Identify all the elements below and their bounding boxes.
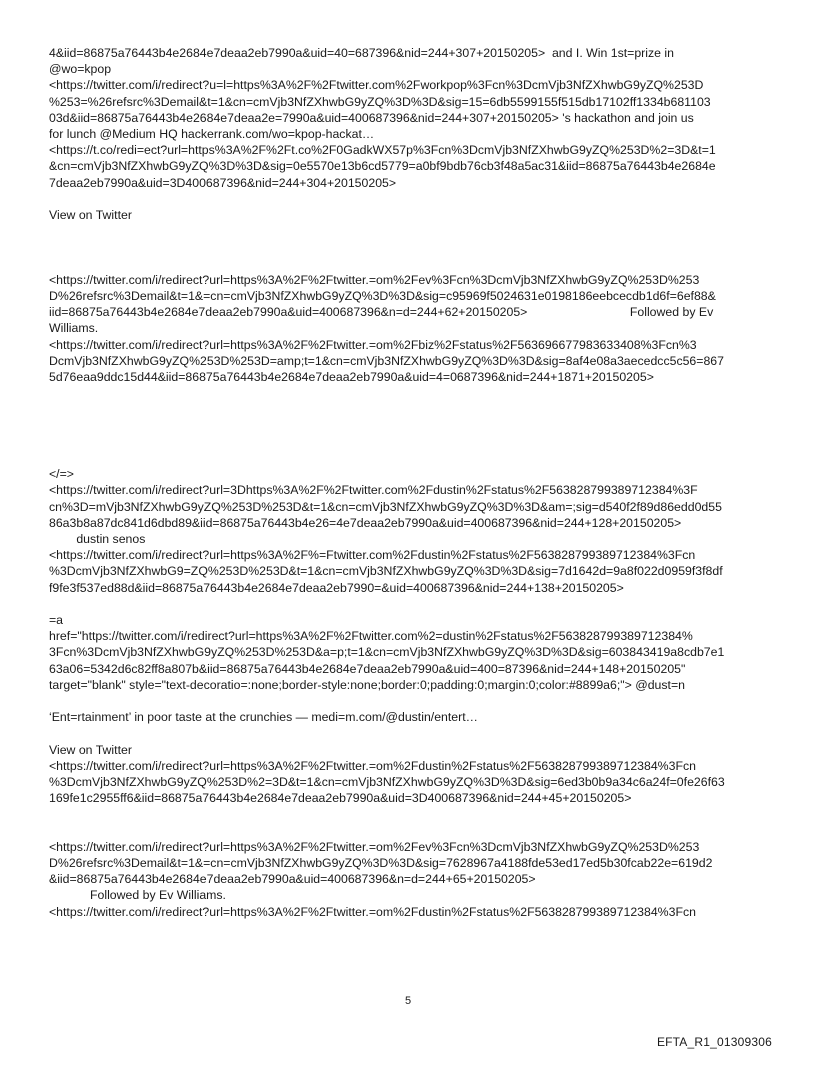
document-line: dustin senos	[49, 531, 146, 546]
document-line: View on Twitter	[49, 208, 132, 223]
document-line: </=>	[49, 467, 74, 482]
document-line: 7deaa2eb7990a&uid=3D400687396&nid=244+304+20150205>	[49, 175, 397, 190]
document-line: f9fe3f537ed88d&iid=86875a76443b4e2684e7deaa2eb7990=&uid=400687396&nid=244+138+20150205>	[49, 580, 624, 595]
document-line: <https://twitter.com/i/redirect?url=https%3A%2F%=Ftwitter.com%2Fdustin%2Fstatus%2F563828799389712384%3Fcn	[49, 548, 696, 563]
document-line: <https://twitter.com/i/redirect?url=3Dhttps%3A%2F%2Ftwitter.com%2Fdustin%2Fstatus%2F563828799389712384%3F	[49, 483, 698, 498]
document-line: 86a3b8a87dc841d6dbd89&iid=86875a76443b4e26=4e7deaa2eb7990a&uid=400687396&nid=244+128+20150205>	[49, 515, 682, 530]
document-line: target="blank" style="text-decoratio=:none;border-style:none;border:0;padding:0;margin:0;color:#8899a6;"> @dust=n	[49, 677, 685, 692]
document-line	[49, 191, 771, 207]
document-line	[49, 596, 771, 612]
document-line	[49, 401, 771, 417]
document-line: Followed by Ev Williams.	[49, 888, 226, 903]
document-line: @wo=kpop	[49, 62, 112, 77]
document-line: <https://twitter.com/i/redirect?url=https%3A%2F%2Ftwitter.=om%2Fdustin%2Fstatus%2F563828799389712384%3Fcn	[49, 904, 696, 919]
document-line: %3DcmVjb3NfZXhwbG9=ZQ%253D%253D&t=1&cn=cmVjb3NfZXhwbG9yZQ%3D%3D&sig=7d1642d=9a8f022d0959f3f8df	[49, 564, 723, 579]
document-line: <https://twitter.com/i/redirect?url=https%3A%2F%2Ftwitter.=om%2Fbiz%2Fstatus%2F563696677983633408%3Fcn%3	[49, 337, 697, 352]
document-line: 03d&iid=86875a76443b4e2684e7deaa2e=7990a&uid=400687396&nid=244+307+20150205> 's hackathon and join us	[49, 110, 694, 125]
document-line: DcmVjb3NfZXhwbG9yZQ%253D%253D=amp;t=1&cn=cmVjb3NfZXhwbG9yZQ%3D%3D&sig=8af4e08a3aecedcc5c56=867	[49, 353, 724, 368]
document-line: <https://twitter.com/i/redirect?url=https%3A%2F%2Ftwitter.=om%2Fev%3Fcn%3DcmVjb3NfZXhwbG9yZQ%253D%253	[49, 272, 700, 287]
document-line: ‘Ent=rtainment’ in poor taste at the crunchies — medi=m.com/@dustin/entert…	[49, 710, 478, 725]
document-line: <https://twitter.com/i/redirect?u=l=https%3A%2F%2Ftwitter.com%2Fworkpop%3Fcn%3DcmVjb3NfZXhwbG9yZQ%253D	[49, 78, 704, 93]
document-line: View on Twitter	[49, 742, 132, 757]
document-line: <https://t.co/redi=ect?url=https%3A%2F%2Ft.co%2F0GadkWX57p%3Fcn%3DcmVjb3NfZXhwbG9yZQ%253D%2=3D&t=1	[49, 143, 716, 158]
document-line: 63a06=5342d6c82ff8a807b&iid=86875a76443b4e2684e7deaa2eb7990a&uid=400=87396&nid=244+148+20150205"	[49, 661, 686, 676]
document-line	[49, 434, 771, 450]
document-line: <https://twitter.com/i/redirect?url=https%3A%2F%2Ftwitter.=om%2Fev%3Fcn%3DcmVjb3NfZXhwbG9yZQ%253D%253	[49, 839, 700, 854]
document-line: 169fe1c2955ff6&iid=86875a76443b4e2684e7deaa2eb7990a&uid=3D400687396&nid=244+45+20150205>	[49, 791, 632, 806]
document-line	[49, 693, 771, 709]
document-line	[49, 823, 771, 839]
document-line	[49, 418, 771, 434]
document-line: cn%3D=mVjb3NfZXhwbG9yZQ%253D%253D&t=1&cn=cmVjb3NfZXhwbG9yZQ%3D%3D&am=;sig=d540f2f89d86edd0d55	[49, 499, 722, 514]
document-line	[49, 223, 771, 239]
document-line: 4&iid=86875a76443b4e2684e7deaa2eb7990a&uid=40=687396&nid=244+307+20150205> and I. Win 1st=prize in	[49, 46, 674, 60]
bates-number: EFTA_R1_01309306	[656, 1035, 772, 1049]
document-line: iid=86875a76443b4e2684e7deaa2eb7990a&uid=400687396&n=d=244+62+20150205> Followed by Ev	[49, 305, 714, 320]
document-line: D%26refsrc%3Demail&t=1&=cn=cmVjb3NfZXhwbG9yZQ%3D%3D&sig=c95969f5024631e0198186eebcecdb1d6f=6ef88&	[49, 288, 716, 303]
document-line: &cn=cmVjb3NfZXhwbG9yZQ%3D%3D&sig=0e5570e13b6cd5779=a0bf9bdb76cb3f48a5ac31&iid=86875a76443b4e2684e	[49, 159, 716, 174]
document-line	[49, 806, 771, 822]
document-line	[49, 256, 771, 272]
page-number: 5	[404, 995, 412, 1007]
document-body	[49, 45, 771, 920]
document-line	[49, 725, 771, 741]
document-line: %253=%26refsrc%3Demail&t=1&cn=cmVjb3NfZXhwbG9yZQ%3D%3D&sig=15=6db5599155f515db17102ff1334b681103	[49, 94, 711, 109]
document-line: 5d76eaa9ddc15d44&iid=86875a76443b4e2684e7deaa2eb7990a&uid=4=0687396&nid=244+1871+20150205>	[49, 370, 654, 384]
document-line: <https://twitter.com/i/redirect?url=https%3A%2F%2Ftwitter.=om%2Fdustin%2Fstatus%2F563828799389712384%3Fcn	[49, 758, 696, 773]
document-line	[49, 450, 771, 466]
document-line: =a	[49, 612, 64, 627]
document-line: &iid=86875a76443b4e2684e7deaa2eb7990a&uid=400687396&n=d=244+65+20150205>	[49, 872, 536, 887]
document-line	[49, 385, 771, 401]
document-line: Williams.	[49, 321, 99, 336]
document-line: 3Fcn%3DcmVjb3NfZXhwbG9yZQ%253D%253D&a=p;t=1&cn=cmVjb3NfZXhwbG9yZQ%3D%3D&sig=603843419a8cdb7e1	[49, 645, 725, 660]
document-line: for lunch @Medium HQ hackerrank.com/wo=kpop-hackat…	[49, 127, 375, 142]
document-line: href="https://twitter.com/i/redirect?url=https%3A%2F%2Ftwitter.com%2=dustin%2Fstatus%2F563828799389712384%	[49, 629, 693, 644]
document-line: %3DcmVjb3NfZXhwbG9yZQ%253D%2=3D&t=1&cn=cmVjb3NfZXhwbG9yZQ%3D%3D&sig=6ed3b0b9a34c6a24f=0fe26f63	[49, 774, 725, 789]
document-line: D%26refsrc%3Demail&t=1&=cn=cmVjb3NfZXhwbG9yZQ%3D%3D&sig=7628967a4188fde53ed17ed5b30fcab22e=619d2	[49, 855, 713, 870]
document-line	[49, 239, 771, 255]
